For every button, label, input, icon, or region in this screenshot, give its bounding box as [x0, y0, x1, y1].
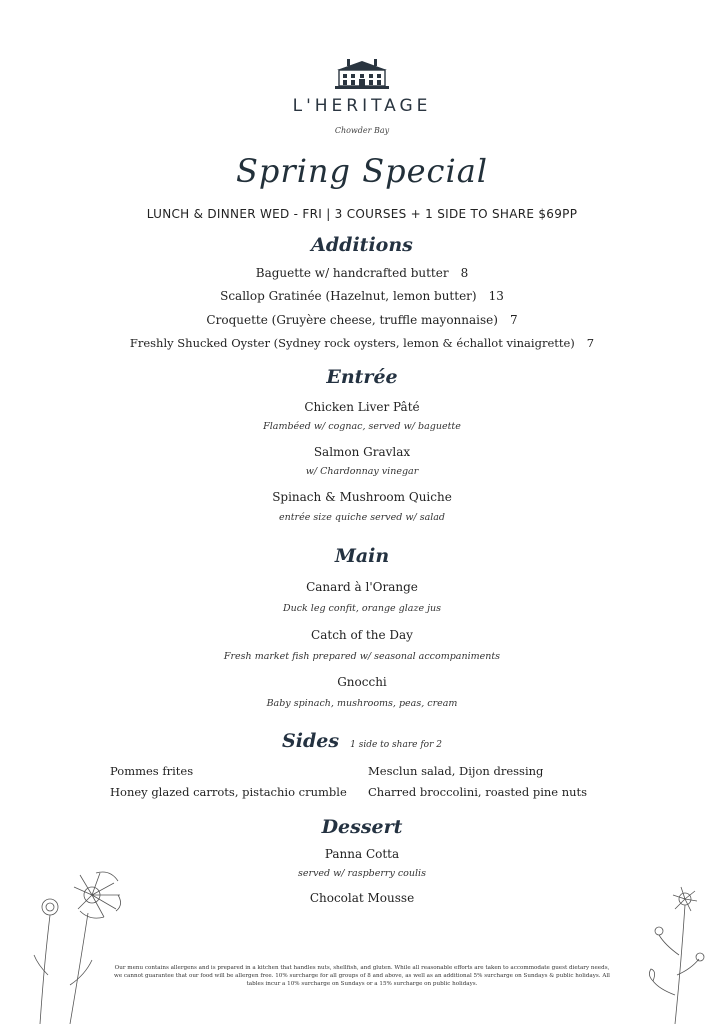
dessert-item-desc: served w/ raspberry coulis: [298, 868, 426, 879]
entree-item-name: Salmon Gravlax: [313, 445, 411, 459]
wildflower-sketch-icon: [645, 885, 715, 1024]
sides-heading: Sides: [282, 730, 340, 752]
entree-heading: Entrée: [326, 366, 398, 388]
main-item-desc: Baby spinach, mushrooms, peas, cream: [266, 698, 458, 709]
item-price: 8: [460, 266, 469, 280]
dessert-item-name: Chocolat Mousse: [309, 891, 415, 905]
restaurant-location: Chowder Bay: [334, 126, 390, 135]
house-logo-icon: [333, 58, 391, 90]
entree-item-desc: w/ Chardonnay vinegar: [305, 466, 419, 477]
main-item-desc: Duck leg confit, orange glaze jus: [282, 603, 442, 614]
special-title: Spring Special: [235, 152, 488, 190]
additions-item: [0, 313, 724, 327]
main-item-desc: Fresh market fish prepared w/ seasonal accompaniments: [223, 651, 501, 662]
additions-item: [0, 266, 724, 280]
item-price: 13: [488, 289, 504, 303]
dessert-item-name: Panna Cotta: [324, 847, 400, 861]
restaurant-name: L'HERITAGE: [292, 96, 432, 116]
allergen-disclaimer: Our menu contains allergens and is prepared in a kitchen that handles nuts, shellfish, and gluten. While all reasonable efforts are taken to accommodate guest dietary needs, we cannot guarantee that our food will be allergen free. 10% surcharge for all groups of 8 and above, as well as an additional 5% surcharge on Sundays & public holidays. All tables incur a 10% surcharge on Sundays or a 15% surcharge on public holidays.: [114, 965, 610, 987]
sides-note: 1 side to share for 2: [350, 740, 442, 750]
main-heading: Main: [334, 545, 390, 567]
main-item-name: Canard à l'Orange: [306, 580, 418, 594]
item-name: Scallop Gratinée (Hazelnut, lemon butter): [220, 289, 477, 303]
item-name: Freshly Shucked Oyster (Sydney rock oysters, lemon & échallot vinaigrette): [129, 336, 575, 350]
side-item: Pommes frites: [110, 764, 194, 778]
entree-item-name: Spinach & Mushroom Quiche: [272, 490, 452, 504]
item-price: 7: [509, 313, 518, 327]
additions-heading: Additions: [311, 234, 413, 256]
item-name: Croquette (Gruyère cheese, truffle mayonnaise): [206, 313, 498, 327]
entree-item-name: Chicken Liver Pâté: [304, 400, 420, 414]
entree-item-desc: entrée size quiche served w/ salad: [278, 512, 446, 523]
special-tagline: LUNCH & DINNER WED - FRI | 3 COURSES + 1 SIDE TO SHARE $69PP: [146, 207, 578, 221]
main-item-name: Gnocchi: [337, 675, 387, 689]
daisy-sketch-icon: [30, 865, 130, 1024]
additions-item: [0, 289, 724, 303]
side-item: Honey glazed carrots, pistachio crumble: [110, 785, 347, 799]
side-item: Charred broccolini, roasted pine nuts: [368, 785, 588, 799]
additions-item: [0, 336, 724, 350]
sides-header: [0, 730, 724, 752]
item-name: Baguette w/ handcrafted butter: [255, 266, 449, 280]
main-item-name: Catch of the Day: [311, 628, 413, 642]
item-price: 7: [586, 336, 595, 350]
side-item: Mesclun salad, Dijon dressing: [368, 764, 544, 778]
entree-item-desc: Flambéed w/ cognac, served w/ baguette: [263, 421, 461, 432]
dessert-heading: Dessert: [321, 816, 403, 838]
